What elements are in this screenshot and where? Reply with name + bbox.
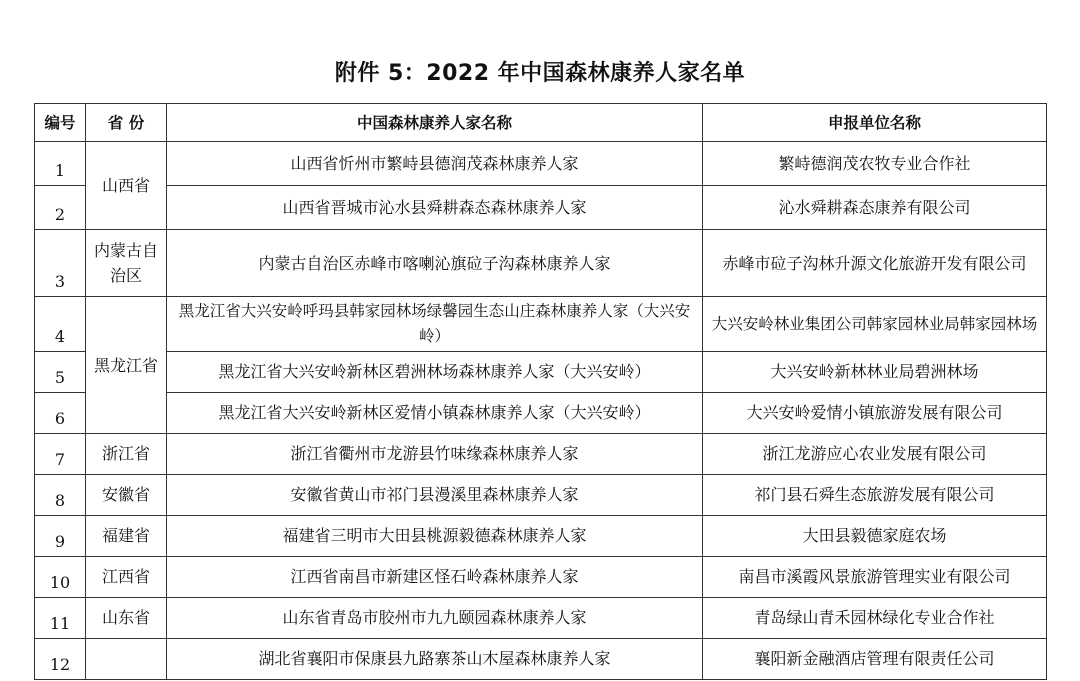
unit-name: 大兴安岭爱情小镇旅游发展有限公司 [703,393,1047,434]
province-cell: 山西省 [86,142,167,230]
unit-name: 繁峙德润茂农牧专业合作社 [703,142,1047,186]
homestay-name: 黑龙江省大兴安岭新林区碧洲林场森林康养人家（大兴安岭） [167,352,703,393]
unit-name: 祁门县石舜生态旅游发展有限公司 [703,475,1047,516]
row-no: 7 [35,434,86,475]
forest-homestay-table [34,103,1047,680]
header-no: 编号 [35,104,86,142]
homestay-name: 山东省青岛市胶州市九九颐园森林康养人家 [167,598,703,639]
row-no: 5 [35,352,86,393]
homestay-name: 山西省忻州市繁峙县德润茂森林康养人家 [167,142,703,186]
province-cell: 福建省 [86,516,167,557]
row-no: 10 [35,557,86,598]
row-no: 2 [35,186,86,230]
homestay-name: 安徽省黄山市祁门县漫溪里森林康养人家 [167,475,703,516]
homestay-name: 黑龙江省大兴安岭呼玛县韩家园林场绿馨园生态山庄森林康养人家（大兴安岭） [167,297,703,352]
table-row [35,393,1047,434]
table-row [35,352,1047,393]
row-no: 4 [35,297,86,352]
row-no: 12 [35,639,86,680]
province-cell [86,639,167,680]
table-row [35,598,1047,639]
unit-name: 浙江龙游应心农业发展有限公司 [703,434,1047,475]
header-unit: 申报单位名称 [703,104,1047,142]
table-row [35,516,1047,557]
table-row [35,186,1047,230]
homestay-name: 山西省晋城市沁水县舜耕森态森林康养人家 [167,186,703,230]
row-no: 1 [35,142,86,186]
unit-name: 沁水舜耕森态康养有限公司 [703,186,1047,230]
table-row [35,639,1047,680]
header-name: 中国森林康养人家名称 [167,104,703,142]
unit-name: 赤峰市砬子沟林升源文化旅游开发有限公司 [703,230,1047,297]
homestay-name: 内蒙古自治区赤峰市喀喇沁旗砬子沟森林康养人家 [167,230,703,297]
homestay-name: 江西省南昌市新建区怪石岭森林康养人家 [167,557,703,598]
row-no: 6 [35,393,86,434]
homestay-name: 浙江省衢州市龙游县竹味缘森林康养人家 [167,434,703,475]
unit-name: 青岛绿山青禾园林绿化专业合作社 [703,598,1047,639]
header-province: 省 份 [86,104,167,142]
table-row [35,434,1047,475]
row-no: 3 [35,230,86,297]
table-header-row [35,104,1047,142]
table-row [35,475,1047,516]
row-no: 9 [35,516,86,557]
unit-name: 襄阳新金融酒店管理有限责任公司 [703,639,1047,680]
table-row [35,297,1047,352]
province-cell: 山东省 [86,598,167,639]
province-cell: 黑龙江省 [86,297,167,434]
homestay-name: 湖北省襄阳市保康县九路寨茶山木屋森林康养人家 [167,639,703,680]
homestay-name: 福建省三明市大田县桃源毅德森林康养人家 [167,516,703,557]
table-row [35,230,1047,297]
province-cell: 江西省 [86,557,167,598]
unit-name: 大兴安岭林业集团公司韩家园林业局韩家园林场 [703,297,1047,352]
page-title: 附件 5：2022 年中国森林康养人家名单 [334,61,746,86]
unit-name: 大田县毅德家庭农场 [703,516,1047,557]
unit-name: 南昌市溪霞风景旅游管理实业有限公司 [703,557,1047,598]
row-no: 11 [35,598,86,639]
province-cell: 安徽省 [86,475,167,516]
homestay-name: 黑龙江省大兴安岭新林区爱情小镇森林康养人家（大兴安岭） [167,393,703,434]
table-row [35,557,1047,598]
province-cell: 内蒙古自治区 [86,230,167,297]
unit-name: 大兴安岭新林林业局碧洲林场 [703,352,1047,393]
row-no: 8 [35,475,86,516]
table-row [35,142,1047,186]
province-cell: 浙江省 [86,434,167,475]
